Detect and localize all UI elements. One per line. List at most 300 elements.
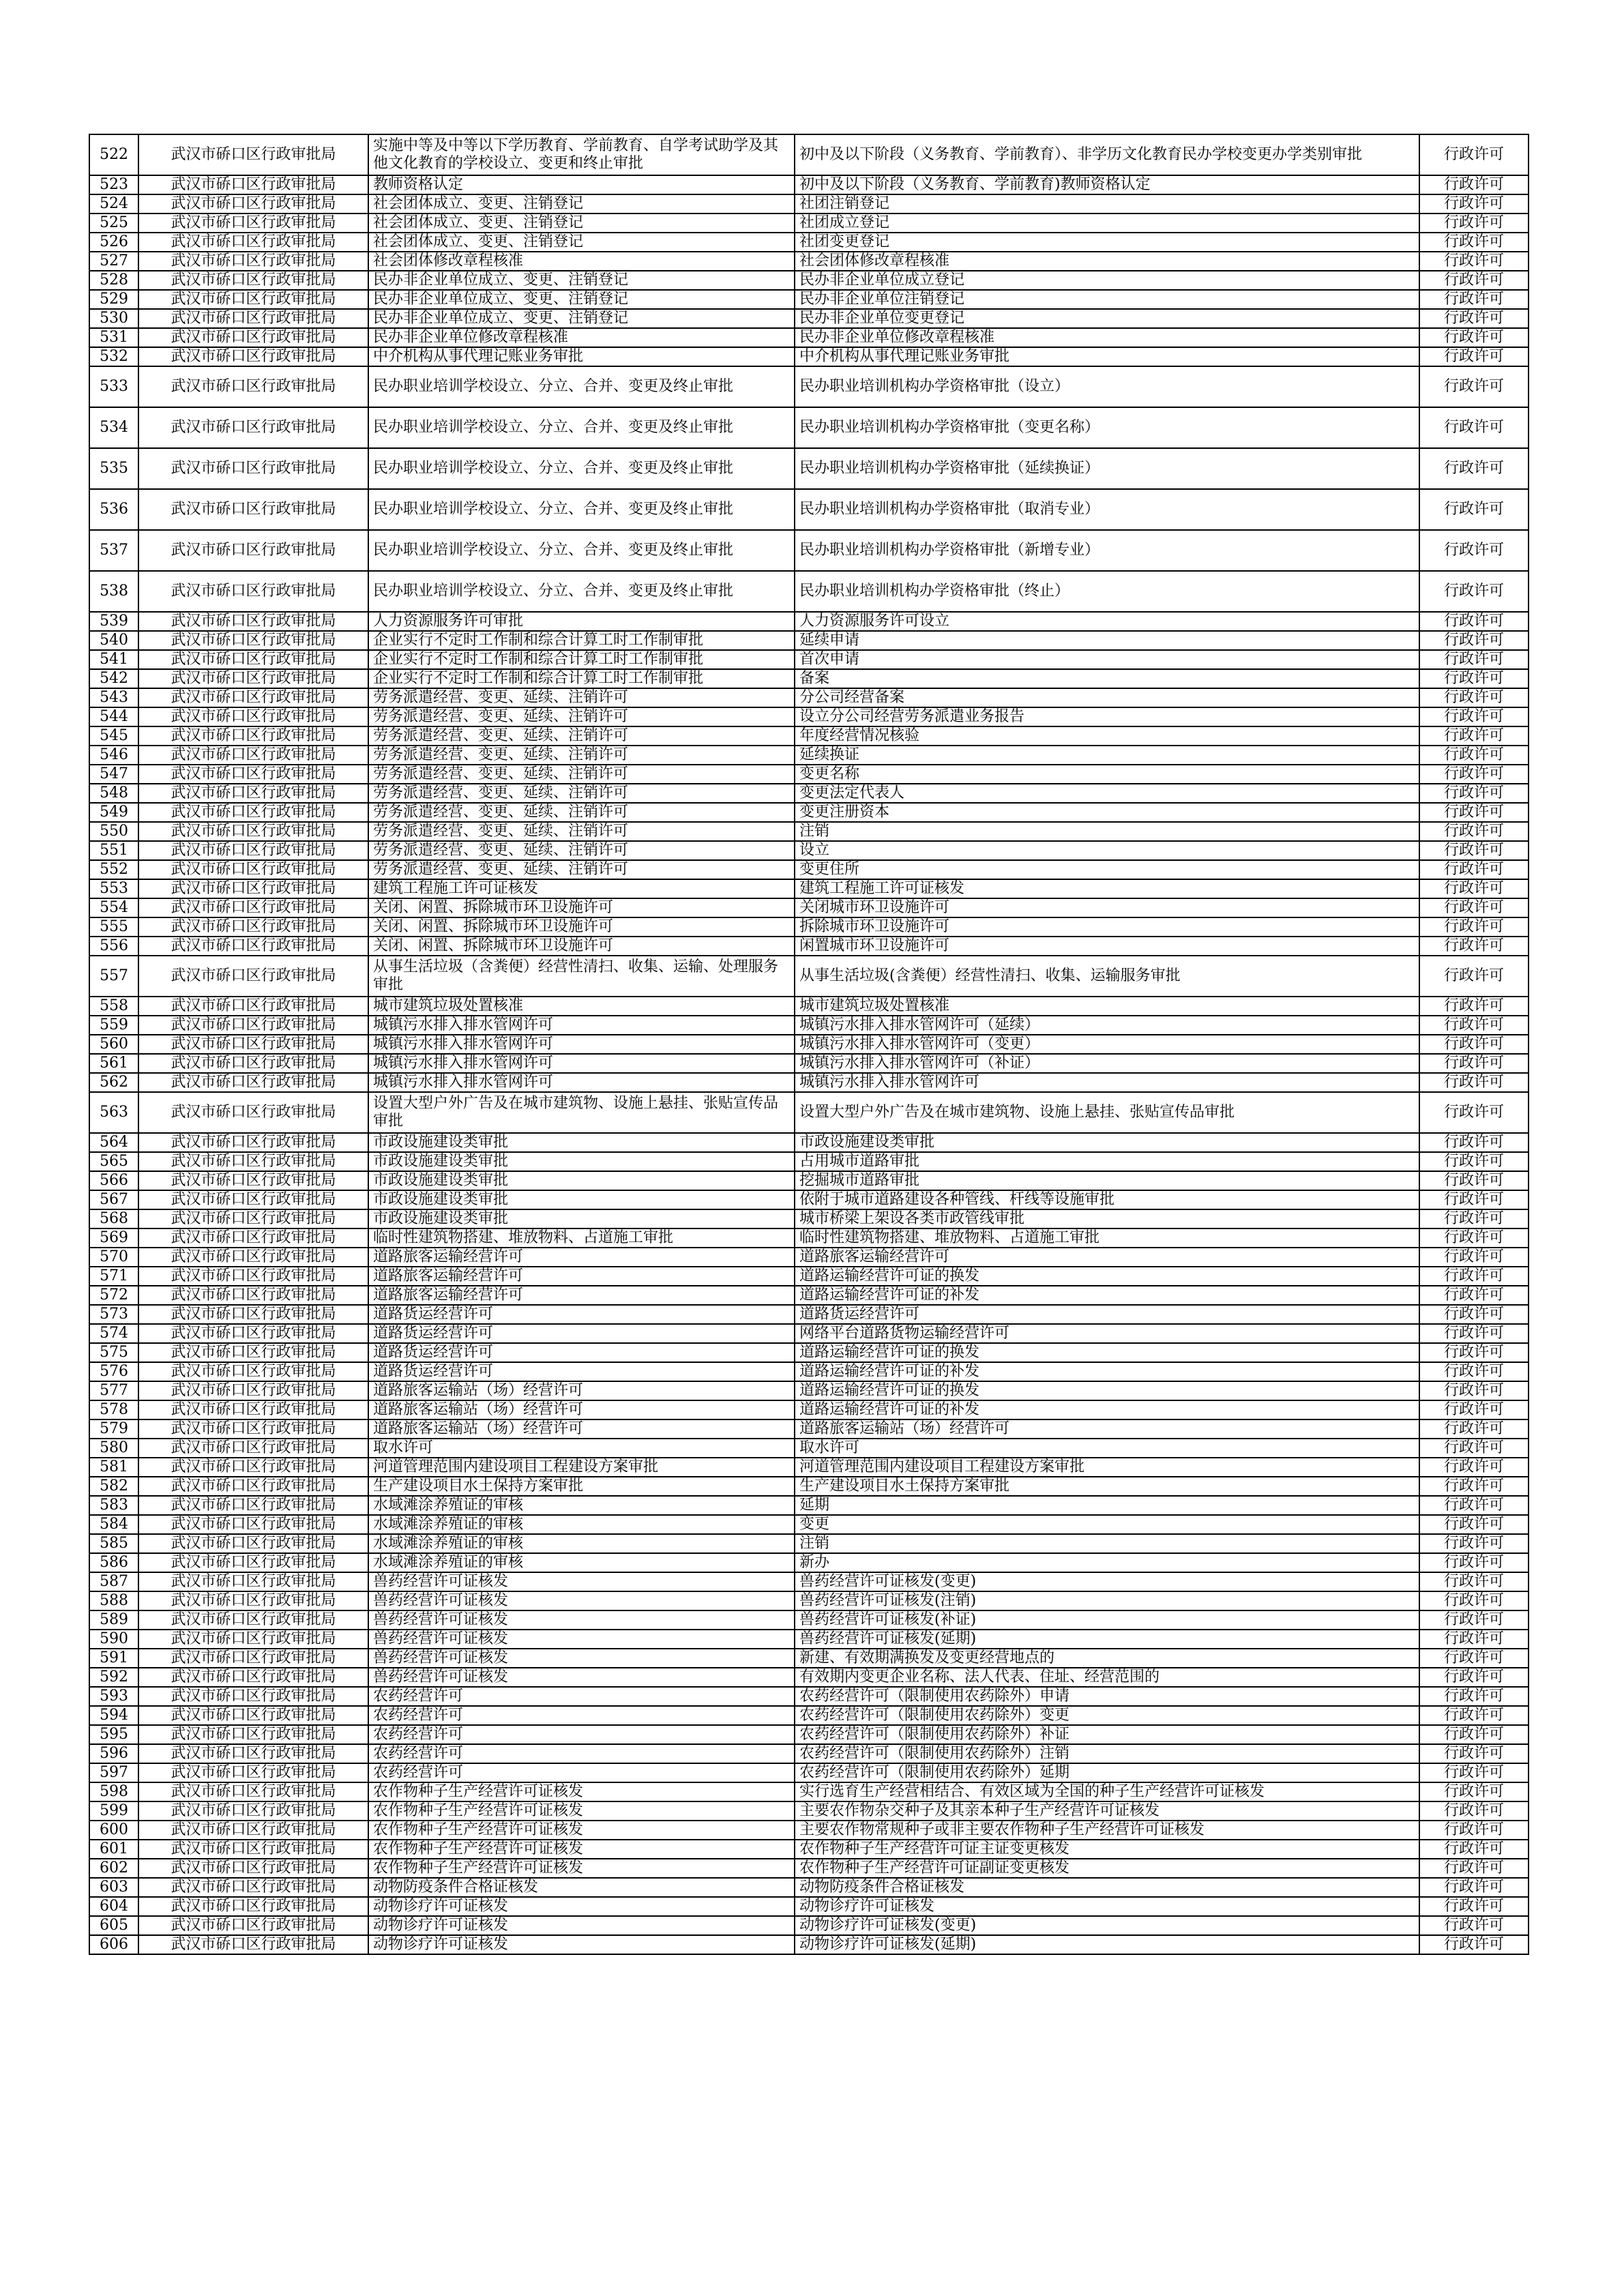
sub-item-name: 河道管理范围内建设项目工程建设方案审批 bbox=[795, 1458, 1419, 1477]
item-name: 劳务派遣经营、变更、延续、注销许可 bbox=[368, 860, 795, 879]
item-type: 行政许可 bbox=[1419, 1400, 1529, 1419]
item-name: 设置大型户外广告及在城市建筑物、设施上悬挂、张贴宣传品审批 bbox=[368, 1092, 795, 1133]
table-row bbox=[89, 328, 1529, 347]
sub-item-name: 变更住所 bbox=[795, 860, 1419, 879]
row-number: 537 bbox=[89, 530, 138, 571]
table-row bbox=[89, 309, 1529, 328]
sub-item-name: 民办职业培训机构办学资格审批（取消专业） bbox=[795, 489, 1419, 530]
sub-item-name: 人力资源服务许可设立 bbox=[795, 612, 1419, 631]
item-type: 行政许可 bbox=[1419, 1935, 1529, 1954]
department: 武汉市硚口区行政审批局 bbox=[138, 1209, 368, 1228]
department: 武汉市硚口区行政审批局 bbox=[138, 898, 368, 917]
item-type: 行政许可 bbox=[1419, 1171, 1529, 1190]
item-name: 农药经营许可 bbox=[368, 1687, 795, 1706]
item-type: 行政许可 bbox=[1419, 612, 1529, 631]
row-number: 571 bbox=[89, 1267, 138, 1286]
table-row bbox=[89, 214, 1529, 233]
row-number: 568 bbox=[89, 1209, 138, 1228]
row-number: 545 bbox=[89, 726, 138, 746]
row-number: 597 bbox=[89, 1763, 138, 1782]
sub-item-name: 农作物种子生产经营许可证主证变更核发 bbox=[795, 1840, 1419, 1859]
row-number: 554 bbox=[89, 898, 138, 917]
sub-item-name: 延续换证 bbox=[795, 746, 1419, 765]
department: 武汉市硚口区行政审批局 bbox=[138, 937, 368, 956]
item-type: 行政许可 bbox=[1419, 707, 1529, 726]
item-type: 行政许可 bbox=[1419, 1209, 1529, 1228]
item-type: 行政许可 bbox=[1419, 347, 1529, 366]
department: 武汉市硚口区行政审批局 bbox=[138, 1878, 368, 1897]
item-type: 行政许可 bbox=[1419, 688, 1529, 707]
row-number: 552 bbox=[89, 860, 138, 879]
row-number: 591 bbox=[89, 1649, 138, 1668]
row-number: 595 bbox=[89, 1725, 138, 1744]
row-number: 602 bbox=[89, 1859, 138, 1878]
item-name: 城镇污水排入排水管网许可 bbox=[368, 1035, 795, 1054]
department: 武汉市硚口区行政审批局 bbox=[138, 803, 368, 822]
item-type: 行政许可 bbox=[1419, 252, 1529, 271]
row-number: 590 bbox=[89, 1630, 138, 1649]
department: 武汉市硚口区行政审批局 bbox=[138, 290, 368, 309]
item-type: 行政许可 bbox=[1419, 1763, 1529, 1782]
department: 武汉市硚口区行政审批局 bbox=[138, 489, 368, 530]
item-type: 行政许可 bbox=[1419, 1267, 1529, 1286]
item-name: 农药经营许可 bbox=[368, 1744, 795, 1763]
table-row bbox=[89, 530, 1529, 571]
table-row bbox=[89, 1419, 1529, 1439]
sub-item-name: 民办职业培训机构办学资格审批（延续换证） bbox=[795, 448, 1419, 489]
row-number: 575 bbox=[89, 1343, 138, 1362]
table-row bbox=[89, 1782, 1529, 1801]
item-name: 民办职业培训学校设立、分立、合并、变更及终止审批 bbox=[368, 407, 795, 448]
sub-item-name: 农药经营许可（限制使用农药除外）延期 bbox=[795, 1763, 1419, 1782]
item-type: 行政许可 bbox=[1419, 366, 1529, 407]
department: 武汉市硚口区行政审批局 bbox=[138, 917, 368, 937]
row-number: 546 bbox=[89, 746, 138, 765]
department: 武汉市硚口区行政审批局 bbox=[138, 1286, 368, 1305]
item-type: 行政许可 bbox=[1419, 233, 1529, 252]
item-name: 民办职业培训学校设立、分立、合并、变更及终止审批 bbox=[368, 571, 795, 612]
sub-item-name: 变更名称 bbox=[795, 765, 1419, 784]
sub-item-name: 道路旅客运输经营许可 bbox=[795, 1248, 1419, 1267]
department: 武汉市硚口区行政审批局 bbox=[138, 448, 368, 489]
item-name: 道路旅客运输站（场）经营许可 bbox=[368, 1381, 795, 1400]
item-name: 社会团体成立、变更、注销登记 bbox=[368, 233, 795, 252]
sub-item-name: 建筑工程施工许可证核发 bbox=[795, 879, 1419, 898]
row-number: 587 bbox=[89, 1572, 138, 1591]
table-row bbox=[89, 784, 1529, 803]
department: 武汉市硚口区行政审批局 bbox=[138, 669, 368, 688]
table-row bbox=[89, 707, 1529, 726]
row-number: 588 bbox=[89, 1591, 138, 1610]
item-type: 行政许可 bbox=[1419, 1439, 1529, 1458]
item-name: 教师资格认定 bbox=[368, 175, 795, 194]
department: 武汉市硚口区行政审批局 bbox=[138, 956, 368, 997]
sub-item-name: 道路运输经营许可证的补发 bbox=[795, 1286, 1419, 1305]
row-number: 555 bbox=[89, 917, 138, 937]
sub-item-name: 拆除城市环卫设施许可 bbox=[795, 917, 1419, 937]
item-type: 行政许可 bbox=[1419, 1878, 1529, 1897]
department: 武汉市硚口区行政审批局 bbox=[138, 1744, 368, 1763]
item-type: 行政许可 bbox=[1419, 1073, 1529, 1092]
item-type: 行政许可 bbox=[1419, 956, 1529, 997]
department: 武汉市硚口区行政审批局 bbox=[138, 1553, 368, 1572]
row-number: 605 bbox=[89, 1916, 138, 1935]
table-row bbox=[89, 746, 1529, 765]
row-number: 594 bbox=[89, 1706, 138, 1725]
item-name: 道路货运经营许可 bbox=[368, 1305, 795, 1324]
sub-item-name: 延期 bbox=[795, 1496, 1419, 1515]
item-name: 兽药经营许可证核发 bbox=[368, 1591, 795, 1610]
item-name: 劳务派遣经营、变更、延续、注销许可 bbox=[368, 688, 795, 707]
row-number: 577 bbox=[89, 1381, 138, 1400]
item-type: 行政许可 bbox=[1419, 571, 1529, 612]
item-type: 行政许可 bbox=[1419, 765, 1529, 784]
table-row bbox=[89, 1190, 1529, 1209]
item-type: 行政许可 bbox=[1419, 669, 1529, 688]
table-row bbox=[89, 194, 1529, 214]
item-type: 行政许可 bbox=[1419, 1286, 1529, 1305]
table-row bbox=[89, 1801, 1529, 1821]
sub-item-name: 民办非企业单位变更登记 bbox=[795, 309, 1419, 328]
item-name: 城市建筑垃圾处置核准 bbox=[368, 997, 795, 1016]
item-name: 民办职业培训学校设立、分立、合并、变更及终止审批 bbox=[368, 448, 795, 489]
department: 武汉市硚口区行政审批局 bbox=[138, 1400, 368, 1419]
table-row bbox=[89, 1035, 1529, 1054]
item-name: 兽药经营许可证核发 bbox=[368, 1572, 795, 1591]
table-row bbox=[89, 1054, 1529, 1073]
sub-item-name: 网络平台道路货物运输经营许可 bbox=[795, 1324, 1419, 1343]
item-type: 行政许可 bbox=[1419, 879, 1529, 898]
sub-item-name: 道路运输经营许可证的换发 bbox=[795, 1381, 1419, 1400]
table-row bbox=[89, 803, 1529, 822]
sub-item-name: 注销 bbox=[795, 1534, 1419, 1553]
department: 武汉市硚口区行政审批局 bbox=[138, 1171, 368, 1190]
row-number: 576 bbox=[89, 1362, 138, 1381]
row-number: 523 bbox=[89, 175, 138, 194]
item-name: 社会团体成立、变更、注销登记 bbox=[368, 194, 795, 214]
table-row bbox=[89, 571, 1529, 612]
table-row bbox=[89, 1152, 1529, 1171]
department: 武汉市硚口区行政审批局 bbox=[138, 1515, 368, 1534]
item-type: 行政许可 bbox=[1419, 937, 1529, 956]
row-number: 570 bbox=[89, 1248, 138, 1267]
item-type: 行政许可 bbox=[1419, 1133, 1529, 1152]
row-number: 531 bbox=[89, 328, 138, 347]
sub-item-name: 道路运输经营许可证的换发 bbox=[795, 1267, 1419, 1286]
table-row bbox=[89, 1400, 1529, 1419]
sub-item-name: 实行选育生产经营相结合、有效区域为全国的种子生产经营许可证核发 bbox=[795, 1782, 1419, 1801]
item-type: 行政许可 bbox=[1419, 530, 1529, 571]
department: 武汉市硚口区行政审批局 bbox=[138, 631, 368, 650]
department: 武汉市硚口区行政审批局 bbox=[138, 650, 368, 669]
item-name: 道路旅客运输经营许可 bbox=[368, 1267, 795, 1286]
item-name: 劳务派遣经营、变更、延续、注销许可 bbox=[368, 822, 795, 841]
item-type: 行政许可 bbox=[1419, 214, 1529, 233]
item-type: 行政许可 bbox=[1419, 290, 1529, 309]
department: 武汉市硚口区行政审批局 bbox=[138, 1821, 368, 1840]
item-type: 行政许可 bbox=[1419, 1610, 1529, 1630]
row-number: 598 bbox=[89, 1782, 138, 1801]
item-type: 行政许可 bbox=[1419, 1706, 1529, 1725]
sub-item-name: 农药经营许可（限制使用农药除外）补证 bbox=[795, 1725, 1419, 1744]
table-row bbox=[89, 1305, 1529, 1324]
item-type: 行政许可 bbox=[1419, 917, 1529, 937]
table-row bbox=[89, 1725, 1529, 1744]
sub-item-name: 兽药经营许可证核发(延期) bbox=[795, 1630, 1419, 1649]
row-number: 526 bbox=[89, 233, 138, 252]
row-number: 550 bbox=[89, 822, 138, 841]
item-name: 中介机构从事代理记账业务审批 bbox=[368, 347, 795, 366]
item-name: 民办职业培训学校设立、分立、合并、变更及终止审批 bbox=[368, 366, 795, 407]
sub-item-name: 动物防疫条件合格证核发 bbox=[795, 1878, 1419, 1897]
row-number: 561 bbox=[89, 1054, 138, 1073]
row-number: 543 bbox=[89, 688, 138, 707]
item-type: 行政许可 bbox=[1419, 822, 1529, 841]
department: 武汉市硚口区行政审批局 bbox=[138, 134, 368, 175]
item-name: 动物防疫条件合格证核发 bbox=[368, 1878, 795, 1897]
row-number: 556 bbox=[89, 937, 138, 956]
item-name: 市政设施建设类审批 bbox=[368, 1152, 795, 1171]
row-number: 532 bbox=[89, 347, 138, 366]
item-name: 农作物种子生产经营许可证核发 bbox=[368, 1782, 795, 1801]
sub-item-name: 农药经营许可（限制使用农药除外）注销 bbox=[795, 1744, 1419, 1763]
table-row bbox=[89, 612, 1529, 631]
sub-item-name: 民办职业培训机构办学资格审批（新增专业） bbox=[795, 530, 1419, 571]
item-name: 城镇污水排入排水管网许可 bbox=[368, 1073, 795, 1092]
table-row bbox=[89, 1073, 1529, 1092]
sub-item-name: 占用城市道路审批 bbox=[795, 1152, 1419, 1171]
item-type: 行政许可 bbox=[1419, 746, 1529, 765]
department: 武汉市硚口区行政审批局 bbox=[138, 1706, 368, 1725]
item-name: 关闭、闲置、拆除城市环卫设施许可 bbox=[368, 898, 795, 917]
row-number: 589 bbox=[89, 1610, 138, 1630]
item-type: 行政许可 bbox=[1419, 194, 1529, 214]
item-name: 水域滩涂养殖证的审核 bbox=[368, 1496, 795, 1515]
sub-item-name: 初中及以下阶段（义务教育、学前教育）、非学历文化教育民办学校变更办学类别审批 bbox=[795, 134, 1419, 175]
sub-item-name: 挖掘城市道路审批 bbox=[795, 1171, 1419, 1190]
item-type: 行政许可 bbox=[1419, 860, 1529, 879]
row-number: 585 bbox=[89, 1534, 138, 1553]
item-type: 行政许可 bbox=[1419, 175, 1529, 194]
item-name: 民办非企业单位成立、变更、注销登记 bbox=[368, 290, 795, 309]
item-type: 行政许可 bbox=[1419, 1534, 1529, 1553]
row-number: 603 bbox=[89, 1878, 138, 1897]
department: 武汉市硚口区行政审批局 bbox=[138, 1668, 368, 1687]
item-name: 取水许可 bbox=[368, 1439, 795, 1458]
sub-item-name: 有效期内变更企业名称、法人代表、住址、经营范围的 bbox=[795, 1668, 1419, 1687]
item-name: 关闭、闲置、拆除城市环卫设施许可 bbox=[368, 937, 795, 956]
row-number: 557 bbox=[89, 956, 138, 997]
table-row bbox=[89, 448, 1529, 489]
department: 武汉市硚口区行政审批局 bbox=[138, 347, 368, 366]
department: 武汉市硚口区行政审批局 bbox=[138, 1916, 368, 1935]
row-number: 524 bbox=[89, 194, 138, 214]
item-name: 河道管理范围内建设项目工程建设方案审批 bbox=[368, 1458, 795, 1477]
table-row bbox=[89, 1840, 1529, 1859]
department: 武汉市硚口区行政审批局 bbox=[138, 233, 368, 252]
row-number: 565 bbox=[89, 1152, 138, 1171]
table-row bbox=[89, 1744, 1529, 1763]
row-number: 574 bbox=[89, 1324, 138, 1343]
item-type: 行政许可 bbox=[1419, 841, 1529, 860]
department: 武汉市硚口区行政审批局 bbox=[138, 1897, 368, 1916]
department: 武汉市硚口区行政审批局 bbox=[138, 1190, 368, 1209]
item-name: 道路旅客运输经营许可 bbox=[368, 1248, 795, 1267]
sub-item-name: 社团成立登记 bbox=[795, 214, 1419, 233]
item-name: 劳务派遣经营、变更、延续、注销许可 bbox=[368, 803, 795, 822]
department: 武汉市硚口区行政审批局 bbox=[138, 1362, 368, 1381]
item-name: 动物诊疗许可证核发 bbox=[368, 1897, 795, 1916]
item-name: 企业实行不定时工作制和综合计算工时工作制审批 bbox=[368, 650, 795, 669]
row-number: 584 bbox=[89, 1515, 138, 1534]
department: 武汉市硚口区行政审批局 bbox=[138, 252, 368, 271]
item-name: 生产建设项目水土保持方案审批 bbox=[368, 1477, 795, 1496]
item-name: 道路旅客运输站（场）经营许可 bbox=[368, 1419, 795, 1439]
row-number: 583 bbox=[89, 1496, 138, 1515]
department: 武汉市硚口区行政审批局 bbox=[138, 1534, 368, 1553]
item-type: 行政许可 bbox=[1419, 1477, 1529, 1496]
row-number: 599 bbox=[89, 1801, 138, 1821]
item-name: 农药经营许可 bbox=[368, 1763, 795, 1782]
sub-item-name: 临时性建筑物搭建、堆放物料、占道施工审批 bbox=[795, 1228, 1419, 1248]
item-type: 行政许可 bbox=[1419, 309, 1529, 328]
row-number: 582 bbox=[89, 1477, 138, 1496]
item-name: 农药经营许可 bbox=[368, 1706, 795, 1725]
department: 武汉市硚口区行政审批局 bbox=[138, 746, 368, 765]
table-row bbox=[89, 650, 1529, 669]
table-row bbox=[89, 489, 1529, 530]
item-type: 行政许可 bbox=[1419, 448, 1529, 489]
table-row bbox=[89, 1496, 1529, 1515]
row-number: 581 bbox=[89, 1458, 138, 1477]
sub-item-name: 动物诊疗许可证核发 bbox=[795, 1897, 1419, 1916]
item-type: 行政许可 bbox=[1419, 1152, 1529, 1171]
item-name: 兽药经营许可证核发 bbox=[368, 1668, 795, 1687]
department: 武汉市硚口区行政审批局 bbox=[138, 407, 368, 448]
department: 武汉市硚口区行政审批局 bbox=[138, 328, 368, 347]
department: 武汉市硚口区行政审批局 bbox=[138, 784, 368, 803]
item-name: 人力资源服务许可审批 bbox=[368, 612, 795, 631]
item-type: 行政许可 bbox=[1419, 1801, 1529, 1821]
sub-item-name: 新办 bbox=[795, 1553, 1419, 1572]
item-name: 劳务派遣经营、变更、延续、注销许可 bbox=[368, 746, 795, 765]
table-row bbox=[89, 252, 1529, 271]
item-type: 行政许可 bbox=[1419, 1343, 1529, 1362]
table-row bbox=[89, 1649, 1529, 1668]
row-number: 544 bbox=[89, 707, 138, 726]
item-name: 市政设施建设类审批 bbox=[368, 1171, 795, 1190]
table-row bbox=[89, 1878, 1529, 1897]
item-name: 企业实行不定时工作制和综合计算工时工作制审批 bbox=[368, 631, 795, 650]
sub-item-name: 主要农作物常规种子或非主要农作物种子生产经营许可证核发 bbox=[795, 1821, 1419, 1840]
department: 武汉市硚口区行政审批局 bbox=[138, 1649, 368, 1668]
row-number: 580 bbox=[89, 1439, 138, 1458]
table-row bbox=[89, 1534, 1529, 1553]
department: 武汉市硚口区行政审批局 bbox=[138, 366, 368, 407]
sub-item-name: 设立 bbox=[795, 841, 1419, 860]
item-type: 行政许可 bbox=[1419, 1458, 1529, 1477]
row-number: 528 bbox=[89, 271, 138, 290]
department: 武汉市硚口区行政审批局 bbox=[138, 1324, 368, 1343]
table-row bbox=[89, 1381, 1529, 1400]
row-number: 560 bbox=[89, 1035, 138, 1054]
sub-item-name: 分公司经营备案 bbox=[795, 688, 1419, 707]
item-name: 市政设施建设类审批 bbox=[368, 1209, 795, 1228]
item-name: 道路货运经营许可 bbox=[368, 1362, 795, 1381]
item-type: 行政许可 bbox=[1419, 1744, 1529, 1763]
row-number: 573 bbox=[89, 1305, 138, 1324]
row-number: 530 bbox=[89, 309, 138, 328]
table-row bbox=[89, 1859, 1529, 1878]
sub-item-name: 动物诊疗许可证核发(延期) bbox=[795, 1935, 1419, 1954]
department: 武汉市硚口区行政审批局 bbox=[138, 879, 368, 898]
sub-item-name: 设立分公司经营劳务派遣业务报告 bbox=[795, 707, 1419, 726]
item-type: 行政许可 bbox=[1419, 1649, 1529, 1668]
department: 武汉市硚口区行政审批局 bbox=[138, 822, 368, 841]
sub-item-name: 初中及以下阶段（义务教育、学前教育)教师资格认定 bbox=[795, 175, 1419, 194]
sub-item-name: 城镇污水排入排水管网许可（补证） bbox=[795, 1054, 1419, 1073]
department: 武汉市硚口区行政审批局 bbox=[138, 1228, 368, 1248]
department: 武汉市硚口区行政审批局 bbox=[138, 1687, 368, 1706]
item-name: 兽药经营许可证核发 bbox=[368, 1649, 795, 1668]
sub-item-name: 市政设施建设类审批 bbox=[795, 1133, 1419, 1152]
table-row bbox=[89, 1458, 1529, 1477]
sub-item-name: 道路货运经营许可 bbox=[795, 1305, 1419, 1324]
table-row bbox=[89, 997, 1529, 1016]
item-type: 行政许可 bbox=[1419, 650, 1529, 669]
row-number: 572 bbox=[89, 1286, 138, 1305]
table-row bbox=[89, 726, 1529, 746]
item-type: 行政许可 bbox=[1419, 1782, 1529, 1801]
row-number: 596 bbox=[89, 1744, 138, 1763]
department: 武汉市硚口区行政审批局 bbox=[138, 860, 368, 879]
department: 武汉市硚口区行政审批局 bbox=[138, 688, 368, 707]
item-name: 劳务派遣经营、变更、延续、注销许可 bbox=[368, 707, 795, 726]
item-name: 道路货运经营许可 bbox=[368, 1343, 795, 1362]
item-name: 民办非企业单位修改章程核准 bbox=[368, 328, 795, 347]
item-name: 企业实行不定时工作制和综合计算工时工作制审批 bbox=[368, 669, 795, 688]
table-row bbox=[89, 271, 1529, 290]
row-number: 542 bbox=[89, 669, 138, 688]
item-name: 实施中等及中等以下学历教育、学前教育、自学考试助学及其他文化教育的学校设立、变更和终止审批 bbox=[368, 134, 795, 175]
row-number: 534 bbox=[89, 407, 138, 448]
sub-item-name: 变更 bbox=[795, 1515, 1419, 1534]
sub-item-name: 民办职业培训机构办学资格审批（设立） bbox=[795, 366, 1419, 407]
row-number: 593 bbox=[89, 1687, 138, 1706]
table-row bbox=[89, 1209, 1529, 1228]
department: 武汉市硚口区行政审批局 bbox=[138, 707, 368, 726]
item-name: 市政设施建设类审批 bbox=[368, 1190, 795, 1209]
sub-item-name: 农药经营许可（限制使用农药除外）变更 bbox=[795, 1706, 1419, 1725]
table-row bbox=[89, 1553, 1529, 1572]
department: 武汉市硚口区行政审批局 bbox=[138, 841, 368, 860]
row-number: 569 bbox=[89, 1228, 138, 1248]
sub-item-name: 变更注册资本 bbox=[795, 803, 1419, 822]
department: 武汉市硚口区行政审批局 bbox=[138, 1054, 368, 1073]
sub-item-name: 城镇污水排入排水管网许可（变更） bbox=[795, 1035, 1419, 1054]
row-number: 567 bbox=[89, 1190, 138, 1209]
row-number: 539 bbox=[89, 612, 138, 631]
item-name: 农作物种子生产经营许可证核发 bbox=[368, 1821, 795, 1840]
row-number: 566 bbox=[89, 1171, 138, 1190]
sub-item-name: 变更法定代表人 bbox=[795, 784, 1419, 803]
table-row bbox=[89, 956, 1529, 997]
approval-items-table bbox=[89, 134, 1529, 1955]
sub-item-name: 备案 bbox=[795, 669, 1419, 688]
sub-item-name: 城市桥梁上架设各类市政管线审批 bbox=[795, 1209, 1419, 1228]
item-type: 行政许可 bbox=[1419, 1859, 1529, 1878]
table-row bbox=[89, 860, 1529, 879]
